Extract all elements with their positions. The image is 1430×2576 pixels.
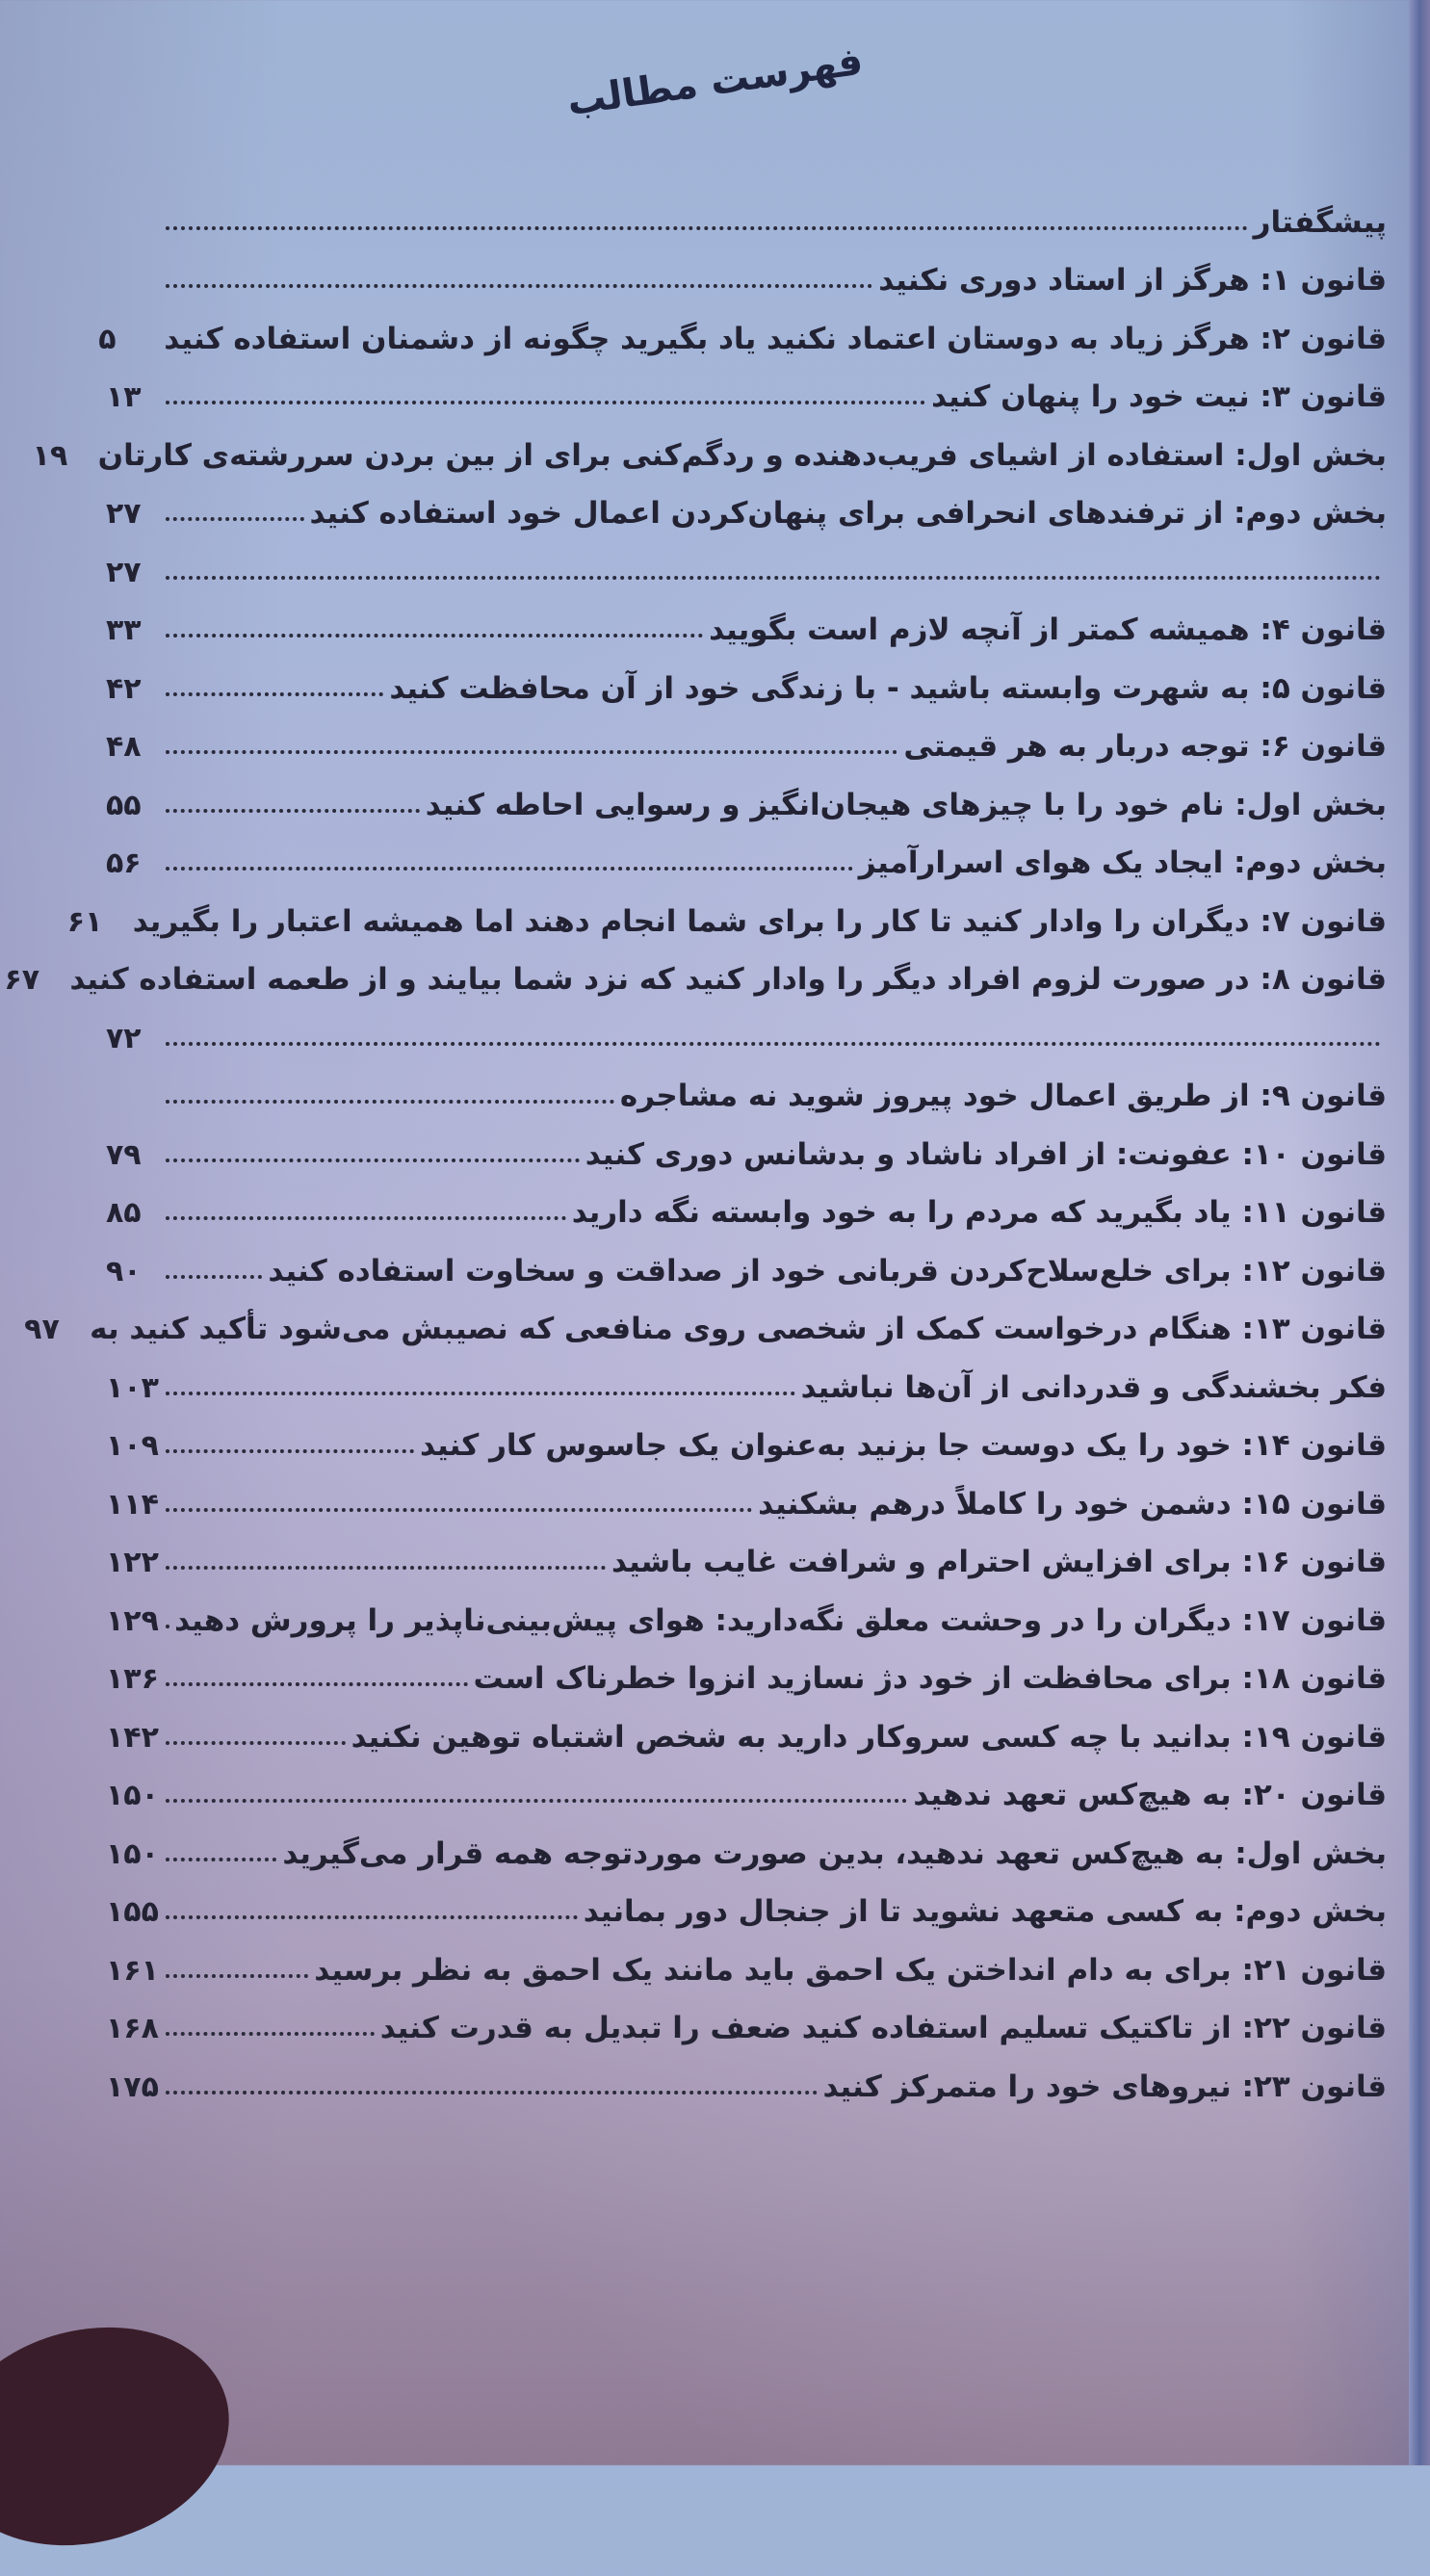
dot-leader [166,1391,795,1395]
toc-entry [106,531,1387,589]
toc-entry-label: قانون ۸: در صورت لزوم افراد دیگر را وادار کنید که نزد شما بیایند و از طعمه استفاده کنید [69,962,1387,997]
toc-entry-page: ۵ [98,322,117,356]
toc-entry-label: قانون ۶: توجه دربار به هر قیمتی [903,729,1387,764]
toc-entry-page: ۱۲۲ [106,1546,159,1579]
toc-entry [106,1230,1387,1288]
toc-entry [106,1113,1387,1172]
toc-entry-label: قانون ۲۰: به هیچ‌کس تعهد ندهید [913,1778,1387,1812]
toc-entry-label: قانون ۱۵: دشمن خود را کاملاً درهم بشکنید [758,1486,1387,1522]
toc-entry [106,181,1387,240]
dot-leader [166,1565,606,1570]
toc-entry-label: فکر بخشندگی و قدردانی از آن‌ها نباشید [800,1369,1387,1405]
toc-entry-page: ۱۰۹ [106,1429,159,1463]
toc-entry-page: ۵۶ [106,846,142,880]
toc-entry [106,997,1387,1055]
toc-entry [106,1405,1387,1464]
toc-entry-page: ۶۱ [66,904,103,939]
toc-entry-label: قانون ۱: هرگز از استاد دوری نکنید [878,263,1387,298]
toc-entry [106,1463,1387,1522]
toc-entry [106,1346,1387,1405]
toc-entry [98,298,1387,356]
toc-entry [106,1638,1387,1697]
dot-leader [166,808,420,813]
toc-entry-page: ۱۶۸ [106,2012,159,2045]
toc-entry-label: قانون ۱۸: برای محافظت از خود دژ نسازید انزوا خطرناک است [473,1661,1387,1696]
toc-entry-page: ۱۵۵ [106,1895,159,1929]
toc-entry-label: بخش دوم: ایجاد یک هوای اسرارآمیز [858,846,1387,880]
dot-leader [166,1507,752,1512]
dot-leader [166,1215,566,1220]
toc-entry-page: ۱۶۱ [106,1953,159,1988]
dot-leader [166,633,703,637]
dot-leader [166,866,853,871]
dot-leader [166,575,1381,580]
toc-entry-page: ۱۳ [106,380,142,414]
toc-entry-page: ۱۵۰ [106,1836,159,1871]
toc-entry-label: قانون ۱۲: برای خلع‌سلاح‌کردن قربانی خود از صداقت و سخاوت استفاده کنید [268,1253,1387,1288]
toc-entry-label: قانون ۲۲: از تاکتیک تسلیم استفاده کنید ضعف را تبدیل به قدرت کنید [379,2011,1387,2045]
dot-leader [166,1857,276,1861]
dot-leader [166,1448,414,1453]
toc-entry-label: قانون ۲: هرگز زیاد به دوستان اعتماد نکنید یاد بگیرید چگونه از دشمنان استفاده کنید [164,321,1387,356]
toc-entry [106,356,1387,415]
dot-leader [166,1274,262,1279]
page-title: فهرست مطالب [564,39,866,125]
dot-leader [166,1973,308,1978]
toc-entry [32,414,1387,473]
dot-leader [166,1624,169,1628]
toc-entry-page: ۵۵ [106,788,142,822]
toc-entry-page: ۴۸ [106,730,142,764]
dot-leader [166,2031,375,2036]
dot-leader [166,2090,818,2095]
toc-entry [106,1812,1387,1871]
toc-entry [66,880,1387,939]
toc-entry-label: قانون ۴: همیشه کمتر از آنچه لازم است بگویید [709,612,1387,647]
dot-leader [166,283,872,288]
toc-entry-label: بخش دوم: به کسی متعهد نشوید تا از جنجال دور بمانید [583,1894,1387,1929]
toc-entry [106,1871,1387,1930]
toc-entry-label: قانون ۱۷: دیگران را در وحشت معلق نگه‌دارید: هوای پیش‌بینی‌ناپذیر را پرورش دهید [174,1602,1387,1638]
dot-leader [166,1041,1381,1046]
toc-entry [106,1579,1387,1638]
toc-entry-page: ۱۹ [32,438,68,473]
toc-entry-page: ۹۷ [24,1313,60,1346]
toc-entry-page: ۴۲ [106,671,142,706]
toc-entry-label: پیشگفتار [1253,204,1387,240]
toc-entry-page: ۷۹ [106,1137,142,1172]
dot-leader [166,1798,907,1803]
toc-entry-label: قانون ۹: از طریق اعمال خود پیروز شوید نه مشاجره [619,1079,1387,1113]
toc-entry-label: بخش اول: استفاده از اشیای فریب‌دهنده و ردگم‌کنی برای از بین بردن سررشته‌ی کارتان [97,437,1387,473]
hand-shadow [0,2297,253,2576]
toc-entry-page: ۱۵۰ [106,1779,159,1812]
toc-entry-label: بخش دوم: از ترفندهای انحرافی برای پنهان‌کردن اعمال خود استفاده کنید [309,496,1387,531]
dot-leader [166,1158,580,1162]
toc-entry [4,939,1387,998]
toc-entry-label: قانون ۱۱: یاد بگیرید که مردم را به خود وابسته نگه دارید [571,1195,1387,1230]
toc-entry-page: ۳۳ [106,613,142,647]
toc-entry-label: قانون ۱۴: خود را یک دوست جا بزنید به‌عنوان یک جاسوس کار کنید [420,1428,1387,1463]
toc-entry [106,1988,1387,2046]
toc-entry-page: ۱۰۳ [106,1370,159,1405]
toc-entry [106,822,1387,881]
toc-entry-label: قانون ۵: به شهرت وابسته باشید - با زندگی خود از آن محافظت کنید [389,670,1387,706]
toc-entry-page: ۸۵ [106,1196,142,1230]
toc-entry-label: بخش اول: نام خود را با چیزهای هیجان‌انگیز و رسوایی احاطه کنید [425,787,1387,822]
toc-entry [106,706,1387,765]
toc-entry [106,1522,1387,1580]
dot-leader [166,1740,346,1745]
toc-entry [106,2045,1387,2104]
dot-leader [166,1099,614,1104]
dot-leader [166,1681,468,1686]
dot-leader [166,749,897,754]
toc-entry-label: قانون ۱۶: برای افزایش احترام و شرافت غایب باشید [611,1545,1387,1579]
toc-entry-page: ۲۷ [106,555,142,589]
dot-leader [166,691,383,696]
toc-entry-page: ۱۴۲ [106,1720,159,1755]
toc-entry-page: ۲۷ [106,497,142,531]
toc-entry [106,1055,1387,1114]
toc-entry [106,1929,1387,1988]
toc-entry [106,764,1387,822]
toc-entry-page: ۹۰ [106,1254,142,1288]
toc-entry-label: قانون ۱۰: عفونت: از افراد ناشاد و بدشانس دوری کنید [585,1136,1387,1172]
toc-entry [106,240,1387,299]
toc-entry [106,473,1387,532]
toc-entry-page: ۱۲۹ [106,1603,159,1638]
toc-entry-label: قانون ۲۱: برای به دام انداختن یک احمق باید مانند یک احمق به نظر برسید [314,1952,1387,1988]
toc-entry [106,1755,1387,1813]
toc-entry [106,1696,1387,1755]
toc-entry [106,1172,1387,1231]
dot-leader [166,1914,578,1919]
toc-entry-page: ۶۷ [4,963,40,997]
toc-entry-page: ۷۲ [106,1021,142,1055]
toc-entry-label: قانون ۳: نیت خود را پنهان کنید [931,379,1387,414]
dot-leader [166,400,925,404]
toc-entry-page: ۱۱۴ [106,1487,159,1522]
toc-entry-page: ۱۳۶ [106,1662,159,1696]
toc-entry-label: قانون ۱۳: هنگام درخواست کمک از شخصی روی منافعی که نصیبش می‌شود تأکید کنید به [90,1312,1387,1346]
toc-entry-page: ۱۷۵ [106,2069,159,2104]
toc-entry [24,1288,1387,1347]
toc-entry-label: قانون ۷: دیگران را وادار کنید تا کار را برای شما انجام دهند اما همیشه اعتبار را بگیرید [132,903,1387,939]
toc-entry [106,647,1387,706]
toc-entry-label: قانون ۲۳: نیروهای خود را متمرکز کنید [822,2069,1387,2104]
dot-leader [166,225,1248,230]
toc-entry [106,589,1387,648]
page-edge [1409,0,1430,2465]
dot-leader [166,516,304,521]
table-of-contents [4,181,1387,2104]
toc-entry-label: بخش اول: به هیچ‌کس تعهد ندهید، بدین صورت موردتوجه همه قرار می‌گیرید [282,1835,1387,1871]
toc-entry-label: قانون ۱۹: بدانید با چه کسی سروکار دارید به شخص اشتباه توهین نکنید [351,1719,1387,1755]
